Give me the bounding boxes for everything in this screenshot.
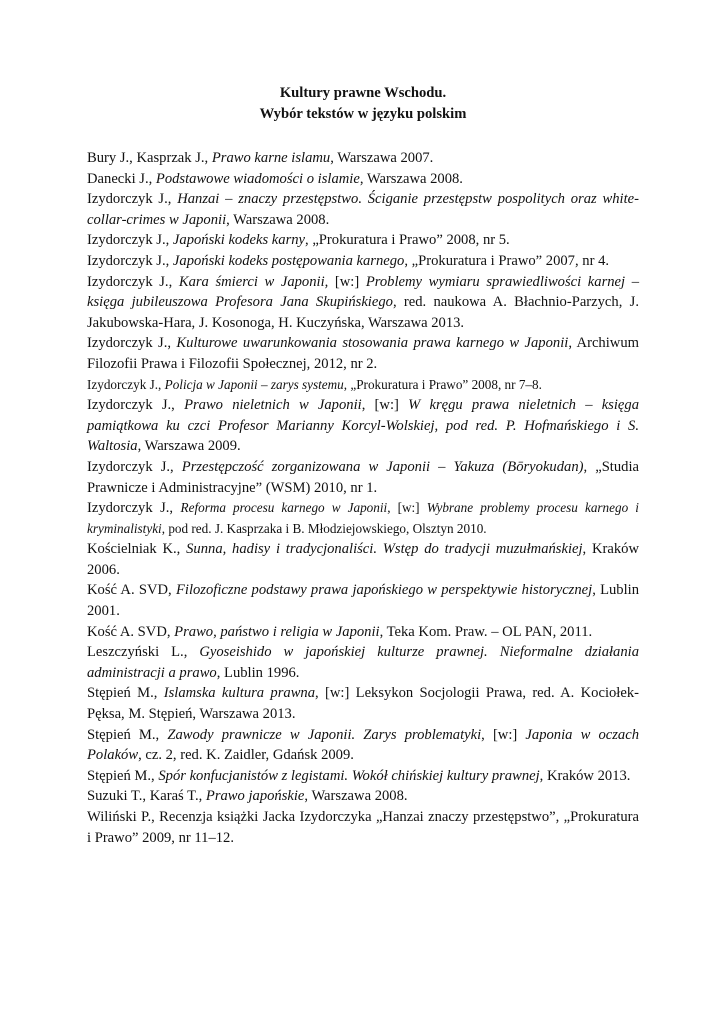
entry-text: Izydorczyk J., [87, 232, 173, 249]
entry-title-text: Prawo karne islamu [211, 150, 331, 166]
entry-title-text: Kara śmierci w Japonii, [178, 273, 329, 290]
entry-title-text: Japoński kodeks postępowania karnego [172, 252, 405, 269]
entry-title-text: Zawody prawnicze w Japonii. Zarys problematyki [167, 726, 482, 743]
bibliography-entry [87, 169, 639, 190]
entry-text: Suzuki T., Karaś T., [87, 788, 206, 805]
entry-text: Izydorczyk J., [87, 397, 185, 414]
entry-text: , Lublin 1996. [216, 664, 300, 681]
entry-text: , Kraków 2013. [539, 767, 631, 784]
entry-text: Izydorczyk J., [87, 376, 165, 392]
entry-text: Bury J., Kasprzak J., [87, 150, 212, 166]
entry-text: , Lublin 2001. [87, 582, 639, 620]
bibliography-entry [87, 230, 639, 251]
bibliography-entry [87, 580, 639, 621]
entry-text: Izydorczyk J., [87, 458, 182, 475]
entry-text: , „Studia Prawnicze i Administracyjne” (WSM) 2010, nr 1. [87, 458, 639, 496]
entry-text: , Archiwum Filozofii Prawa i Filozofii Społecznej, 2012, nr 2. [87, 335, 639, 372]
entry-text: Kościelniak K., [87, 541, 187, 558]
entry-text: , Warszawa 2009. [137, 438, 241, 455]
entry-text: , „Prokuratura i Prawo” 2007, nr 4. [404, 252, 610, 269]
entry-title-text: Problemy wymiaru sprawiedliwości karnej – księga jubileuszowa Profesora Jana Skupińskiego [87, 273, 639, 311]
entry-text: , Warszawa 2007. [330, 150, 434, 166]
bibliography-entry [87, 395, 639, 457]
entry-title-text: Sunna, hadisy i tradycjonaliści. Wstęp do tradycji muzułmańskiej [186, 541, 583, 558]
entry-text: Izydorczyk J., [87, 252, 173, 269]
bibliography-entry [87, 807, 639, 848]
entry-title-text: Prawo nieletnich w Japonii [184, 397, 362, 414]
bibliography-entry [87, 498, 639, 539]
entry-title-text: Policja w Japonii – zarys systemu [164, 376, 344, 392]
document-page [87, 83, 639, 848]
entry-text: , Teka Kom. Praw. – OL PAN, 2011. [379, 623, 593, 640]
entry-text: Izydorczyk J., [87, 500, 181, 517]
entry-text: Izydorczyk J., [87, 273, 179, 290]
entry-text: , red. naukowa A. Błachnio-Parzych, J. Jakubowska-Hara, J. Kosonoga, H. Kuczyńska, Warszawa 2013. [87, 294, 639, 331]
entry-title-text: Spór konfucjanistów z legistami. Wokół chińskiej kultury prawnej [158, 767, 540, 784]
bibliography-entry [87, 272, 639, 334]
entry-text: , [w:] [481, 726, 526, 743]
entry-title-text: Filozoficzne podstawy prawa japońskiego w perspektywie historycznej [175, 582, 593, 599]
entry-text: , [w:] Leksykon Socjologii Prawa, red. A. Kociołek-Pęksa, M. Stępień, Warszawa 2013. [87, 685, 639, 723]
entry-title-text: Prawo, państwo i religia w Japonii [174, 623, 380, 640]
entry-text: , Kraków 2006. [87, 541, 639, 578]
entry-text: , „Prokuratura i Prawo” 2008, nr 7–8. [343, 376, 542, 392]
entry-title-text: Prawo japońskie [205, 788, 305, 805]
entry-title-text: W kręgu prawa nieletnich – księga pamiątkowa ku czci Profesor Marianny Korcyl-Wolskiej, pod red. P. Hofmańskiego i S. Waltosia [87, 397, 639, 455]
bibliography-entry [87, 148, 639, 169]
entry-text: [w:] [328, 273, 366, 290]
entry-title-text: Islamska kultura prawna [163, 685, 316, 702]
entry-text: , [w:] [361, 397, 409, 414]
entry-text: , pod red. J. Kasprzaka i B. Młodziejowskiego, Olsztyn 2010. [161, 520, 487, 536]
bibliography-entry [87, 622, 639, 643]
entry-text: , cz. 2, red. K. Zaidler, Gdańsk 2009. [138, 747, 354, 764]
entry-text: Kość A. SVD, [87, 623, 175, 640]
entry-text: Izydorczyk J., [87, 191, 178, 208]
bibliography-entry [87, 375, 639, 396]
entry-text: Stępień M., [87, 726, 168, 743]
title-line-1: Kultury prawne Wschodu. [279, 85, 447, 101]
entry-text: Wiliński P., Recenzja książki Jacka Izydorczyka „Hanzai znaczy przestępstwo”, „Prokuratura i Prawo” 2009, nr 11–12. [87, 809, 639, 846]
bibliography-entry [87, 725, 639, 766]
entry-text: Stępień M., [87, 767, 159, 784]
bibliography-entry [87, 642, 639, 683]
entry-text: , Warszawa 2008. [359, 170, 463, 187]
bibliography-entry [87, 189, 639, 230]
entry-text: Kość A. SVD, [87, 582, 176, 599]
entry-title-text: Gyoseishido w japońskiej kulturze prawnej. Nieformalne działania administracji a prawo [87, 644, 639, 681]
bibliography-entry [87, 786, 639, 807]
document-title [87, 83, 639, 125]
entry-text: , Warszawa 2008. [226, 211, 330, 228]
entry-text: Leszczyński L., [87, 644, 200, 661]
bibliography-entry [87, 457, 639, 498]
title-line-2: Wybór tekstów w języku polskim [259, 106, 467, 122]
bibliography-entry [87, 683, 639, 724]
entry-title-text: Podstawowe wiadomości o islamie [155, 170, 360, 187]
entry-text: , „Prokuratura i Prawo” 2008, nr 5. [305, 232, 510, 249]
entry-text: , Warszawa 2008. [304, 788, 408, 805]
entry-text: Danecki J., [87, 170, 156, 187]
bibliography-entry [87, 333, 639, 374]
bibliography-entry [87, 539, 639, 580]
entry-title-text: Wybrane problemy procesu karnego i kryminalistyki [87, 500, 639, 536]
entry-title-text: Japonia w oczach Polaków [87, 726, 639, 764]
bibliography-entry [87, 251, 639, 272]
entry-title-text: Japoński kodeks karny [172, 232, 306, 249]
entry-text: Stępień M., [87, 685, 164, 702]
bibliography-entry [87, 766, 639, 787]
entry-text: , [w:] [387, 500, 427, 516]
bibliography-list [87, 148, 639, 848]
entry-title-text: Kulturowe uwarunkowania stosowania prawa karnego w Japonii [176, 335, 569, 352]
entry-text: Izydorczyk J., [87, 335, 177, 352]
entry-title-text: Reforma procesu karnego w Japonii [180, 500, 388, 516]
entry-title-text: Przestępczość zorganizowana w Japonii – Yakuza (Bōryokudan) [181, 458, 584, 475]
entry-title-text: Hanzai – znaczy przestępstwo. Ściganie przestępstw pospolitych oraz white-collar-crimes w Japonii [87, 191, 639, 228]
